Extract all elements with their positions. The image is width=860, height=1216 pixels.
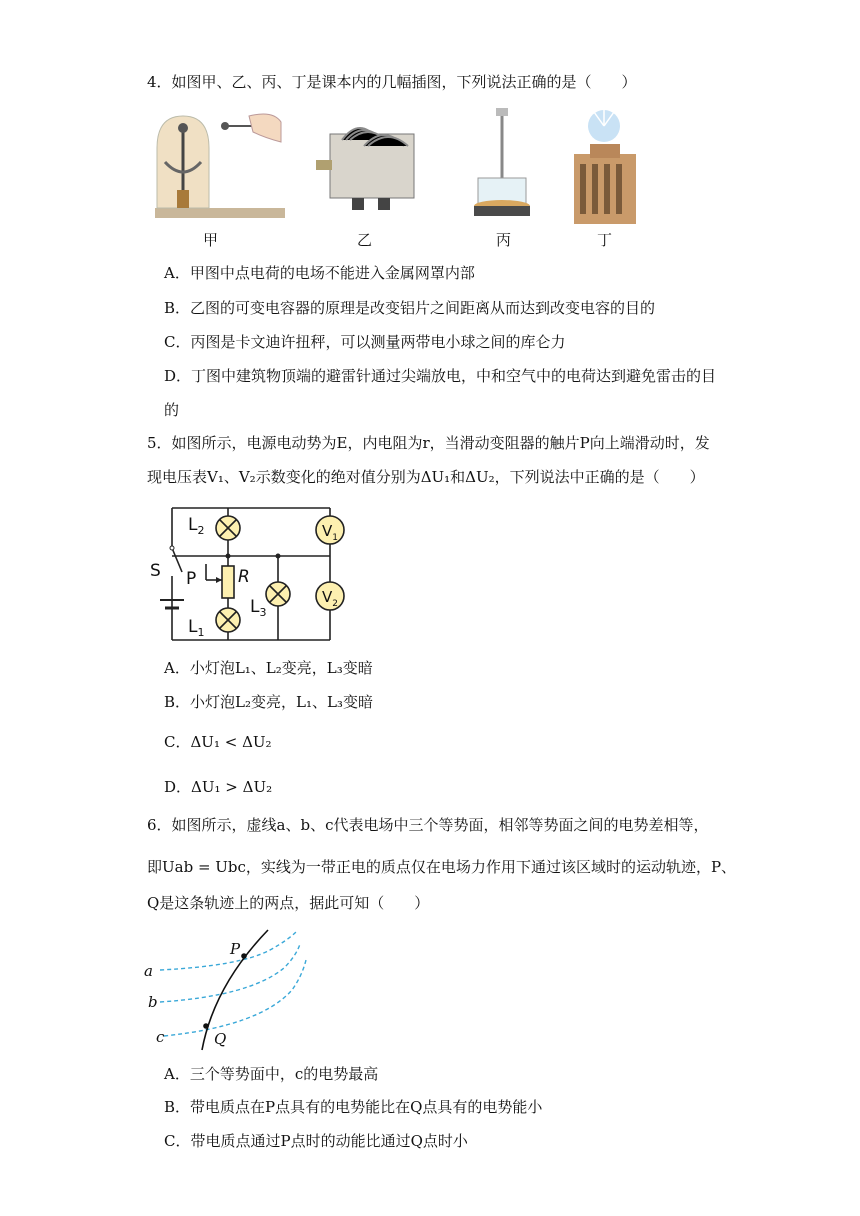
q5-option-a: A．小灯泡L₁、L₂变亮，L₃变暗 (164, 659, 373, 677)
q6-stem-line2: 即Uab = Ubc，实线为一带正电的质点仅在电场力作用下通过该区域时的运动轨迹，P、 (147, 858, 737, 876)
q6-option-b: B．带电质点在P点具有的电势能比在Q点具有的电势能小 (164, 1098, 543, 1116)
q6-option-c: C．带电质点通过P点时的动能比通过Q点时小 (164, 1132, 468, 1150)
q5-stem-line2: 现电压表V₁、V₂示数变化的绝对值分别为ΔU₁和ΔU₂，下列说法中正确的是（ ） (147, 468, 705, 486)
q4-stem: 4．如图甲、乙、丙、丁是课本内的几幅插图，下列说法正确的是（ ） (147, 73, 637, 91)
caption-jia: 甲 (203, 231, 219, 249)
q5-option-d: D．ΔU₁ > ΔU₂ (164, 778, 273, 796)
label-c: c (156, 1028, 165, 1046)
q4-option-d: D．丁图中建筑物顶端的避雷针通过尖端放电，中和空气中的电荷达到避免雷击的目 (164, 367, 717, 385)
q4-option-c: C．丙图是卡文迪许扭秤，可以测量两带电小球之间的库仑力 (164, 333, 566, 351)
figure-bing (470, 108, 534, 226)
q4-option-d-cont: 的 (164, 401, 180, 419)
label-v2: $V_2$ (322, 588, 338, 609)
figure-jia (153, 108, 287, 220)
label-l1: $L_1$ (188, 617, 205, 639)
label-q-point: Q (214, 1030, 227, 1048)
caption-yi: 乙 (357, 231, 373, 249)
q6-stem-line1: 6．如图所示，虚线a、b、c代表电场中三个等势面，相邻等势面之间的电势差相等， (147, 816, 709, 834)
label-r: R (238, 567, 250, 587)
label-p: P (186, 569, 197, 589)
label-l3: $L_3$ (250, 597, 267, 619)
figure-yi (312, 106, 420, 218)
equipotential-figure (140, 926, 320, 1054)
q5-stem-line1: 5．如图所示，电源电动势为E，内电阻为r，当滑动变阻器的触片P向上端滑动时，发 (147, 434, 710, 452)
label-v1: $V_1$ (322, 522, 338, 543)
circuit-diagram (150, 500, 360, 646)
label-a: a (144, 962, 153, 980)
label-l2: $L_2$ (188, 515, 205, 537)
q6-option-a: A．三个等势面中，c的电势最高 (164, 1065, 379, 1083)
label-p-point: P (230, 940, 241, 958)
q6-stem-line3: Q是这条轨迹上的两点，据此可知（ ） (147, 894, 430, 912)
q5-option-b: B．小灯泡L₂变亮，L₁、L₃变暗 (164, 693, 373, 711)
label-s: S (150, 561, 161, 581)
caption-bing: 丙 (496, 231, 512, 249)
q4-option-a: A．甲图中点电荷的电场不能进入金属网罩内部 (164, 264, 475, 282)
figure-ding (570, 108, 640, 226)
caption-ding: 丁 (597, 231, 613, 249)
q4-option-b: B．乙图的可变电容器的原理是改变铝片之间距离从而达到改变电容的目的 (164, 299, 656, 317)
label-b: b (148, 993, 158, 1011)
q5-option-c: C．ΔU₁ < ΔU₂ (164, 733, 272, 751)
